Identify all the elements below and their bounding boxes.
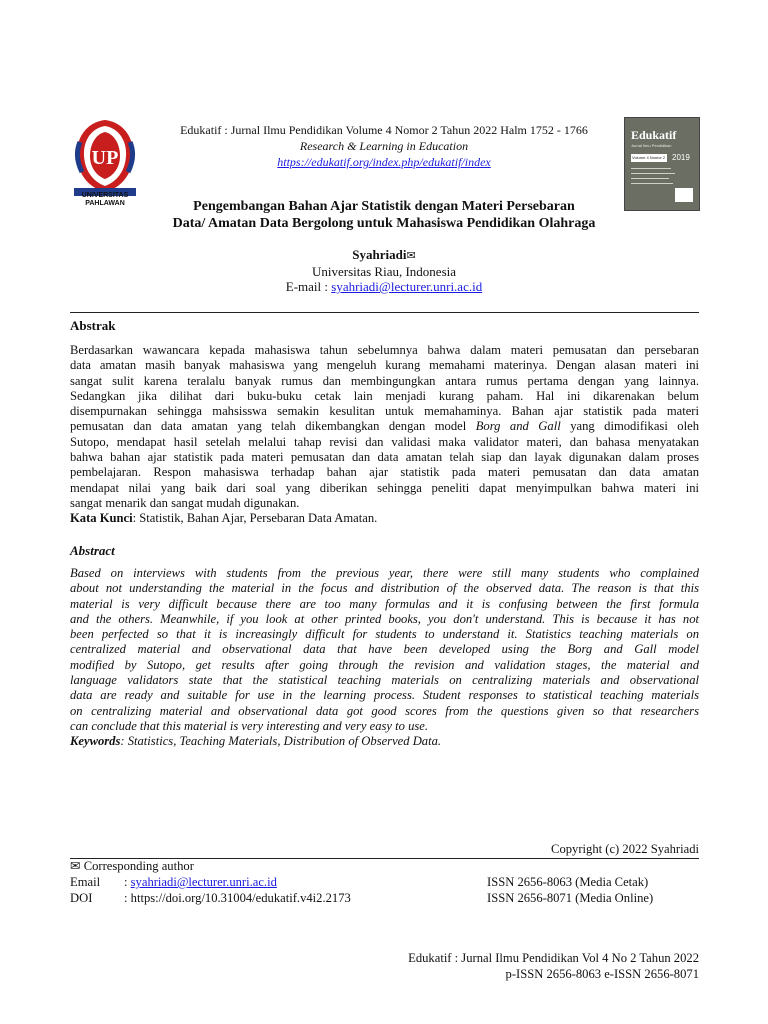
abstract-line: data are ready and suitable for use in the learning process. Student responses to statistical teaching materials <box>70 688 699 703</box>
abstrak-line: disempurnakan sehingga mahsisswa semakin kesulitan untuk memahaminya. Bahan ajar statistik pada materi <box>70 404 699 419</box>
journal-line: Edukatif : Jurnal Ilmu Pendidikan Volume 4 Nomor 2 Tahun 2022 Halm 1752 - 1766 <box>180 123 588 137</box>
abstract-line: and the others. Meanwhile, if you look at other printed books, you don't understand. This is because it has not <box>70 611 699 626</box>
abstrak-line: data amatan masih banyak mahasiswa yang mengeluh kurang memahami materinya. Dengan alasan materi ini <box>70 358 699 373</box>
logo-text: UNIVERSITAS PAHLAWAN <box>81 192 129 207</box>
footer-issn-line: p-ISSN 2656-8063 e-ISSN 2656-8071 <box>505 967 699 981</box>
abstrak-body <box>70 343 699 527</box>
copyright: Copyright (c) 2022 Syahriadi <box>551 842 699 856</box>
abstract-line: language validators state that the statistical teaching materials on centralizing materials and observational <box>70 673 699 688</box>
doi-value[interactable]: : https://doi.org/10.31004/edukatif.v4i2.2173 <box>124 891 351 905</box>
abstract-heading: Abstract <box>70 543 115 558</box>
paper-title-line-2: Data/ Amatan Data Bergolong untuk Mahasiswa Pendidikan Olahraga <box>172 216 596 231</box>
footer-journal-line: Edukatif : Jurnal Ilmu Pendidikan Vol 4 No 2 Tahun 2022 <box>408 951 699 965</box>
issn-online: ISSN 2656-8071 (Media Online) <box>487 891 654 905</box>
author-email-link[interactable]: syahriadi@lecturer.unri.ac.id <box>331 279 483 294</box>
doi-label: DOI <box>70 891 93 905</box>
email-label: E-mail : <box>285 279 332 294</box>
divider-top <box>70 312 699 313</box>
abstract-line: centralized material and observational data that have been developed using the Borg and Gall model <box>70 642 699 657</box>
journal-cover-image <box>624 117 700 211</box>
abstract-line: on centralizing material and observational data got good scores from the questions given so that researchers <box>70 703 699 718</box>
abstract-body <box>70 566 699 750</box>
keywords-text: : Statistics, Teaching Materials, Distribution of Observed Data. <box>120 734 442 749</box>
issn-print: ISSN 2656-8063 (Media Cetak) <box>487 875 649 889</box>
abstract-line: about not understanding the material in the focus and distribution of the observed data. The reason is that this <box>70 581 699 596</box>
abstrak-line: sangat sulit karena teralalu banyak rumus dan membingungkan antara rumus pertama dengan yang lainnya. <box>70 373 699 388</box>
cover-subtitle: Jurnal Ilmu Pendidikan <box>631 143 672 148</box>
abstract-line: material is very difficult because there are too many formulas and it is confusing between the first formula <box>70 596 699 611</box>
abstract-line: can conclude that this material is very interesting and very easy to use. <box>70 718 429 733</box>
abstrak-line: pembelajaran. Respon mahasiswa terhadap bahan ajar statistik pada materi pemusatan dan data amatan <box>70 465 699 480</box>
logo-initials: UP <box>91 147 119 169</box>
abstrak-line: Sutopo, mendapat hasil setelah melalui tahap revisi dan validasi maka validator materi, dan bahasa menyatakan <box>70 434 699 449</box>
paper-title-line-1: Pengembangan Bahan Ajar Statistik dengan Materi Persebaran <box>193 199 575 214</box>
abstract-line: been perfected so that it is increasingly difficult for students to understand it. Statistics teaching materials on <box>70 627 699 642</box>
abstrak-line: sangat menarik dan sangat mudah digunakan. <box>70 495 300 510</box>
footer-email-link[interactable]: syahriadi@lecturer.unri.ac.id <box>130 875 277 889</box>
journal-subtitle: Research & Learning in Education <box>299 139 469 153</box>
kata-kunci-text: : Statistik, Bahan Ajar, Persebaran Data Amatan. <box>132 511 378 526</box>
footer-email-label: Email <box>70 875 101 889</box>
abstrak-line: mendapat nilai yang baik dari soal yang diberikan sehingga peneliti dapat menyimpulkan bahwa materi ini <box>70 480 699 495</box>
envelope-icon: ✉ <box>406 250 416 262</box>
abstrak-line: bahwa bahan ajar statistik pada materi pemusatan dan data amatan telah siap dan layak digunakan dalam proses <box>70 450 699 465</box>
kata-kunci-label: Kata Kunci <box>70 511 133 526</box>
abstrak-line: Berdasarkan wawancara kepada mahasiswa tahun sebelumnya bahwa dalam materi pemusatan dan persebaran <box>70 343 699 357</box>
abstract-line: modified by Sutopo, get results after going through the revision and validation stages, the material and <box>70 657 699 672</box>
cover-year: 2019 <box>672 153 690 162</box>
cover-issue: Volume 4 Nomor 2 <box>632 155 666 160</box>
author-affiliation: Universitas Riau, Indonesia <box>311 264 457 279</box>
abstrak-heading: Abstrak <box>70 318 116 333</box>
journal-url[interactable]: https://edukatif.org/index.php/edukatif/index <box>277 155 491 169</box>
keywords-label: Keywords <box>70 734 121 749</box>
abstrak-line: pemusatan dan data amatan yang telah dikembangkan dengan model Borg and Gall yang dimodifikasi oleh <box>70 419 699 434</box>
corresponding-icon: ✉ <box>70 859 81 873</box>
abstract-line: Based on interviews with students from the previous year, there were still many students who complained <box>70 566 699 580</box>
abstrak-line: Sedangkan jika dilihat dari buku-buku cetak lain menjadi kurang paham. Hal ini dikarenakan belum <box>70 388 699 403</box>
corresponding-label: Corresponding author <box>83 859 194 873</box>
author-name: Syahriadi <box>352 247 407 262</box>
cover-title: Edukatif <box>631 128 677 142</box>
